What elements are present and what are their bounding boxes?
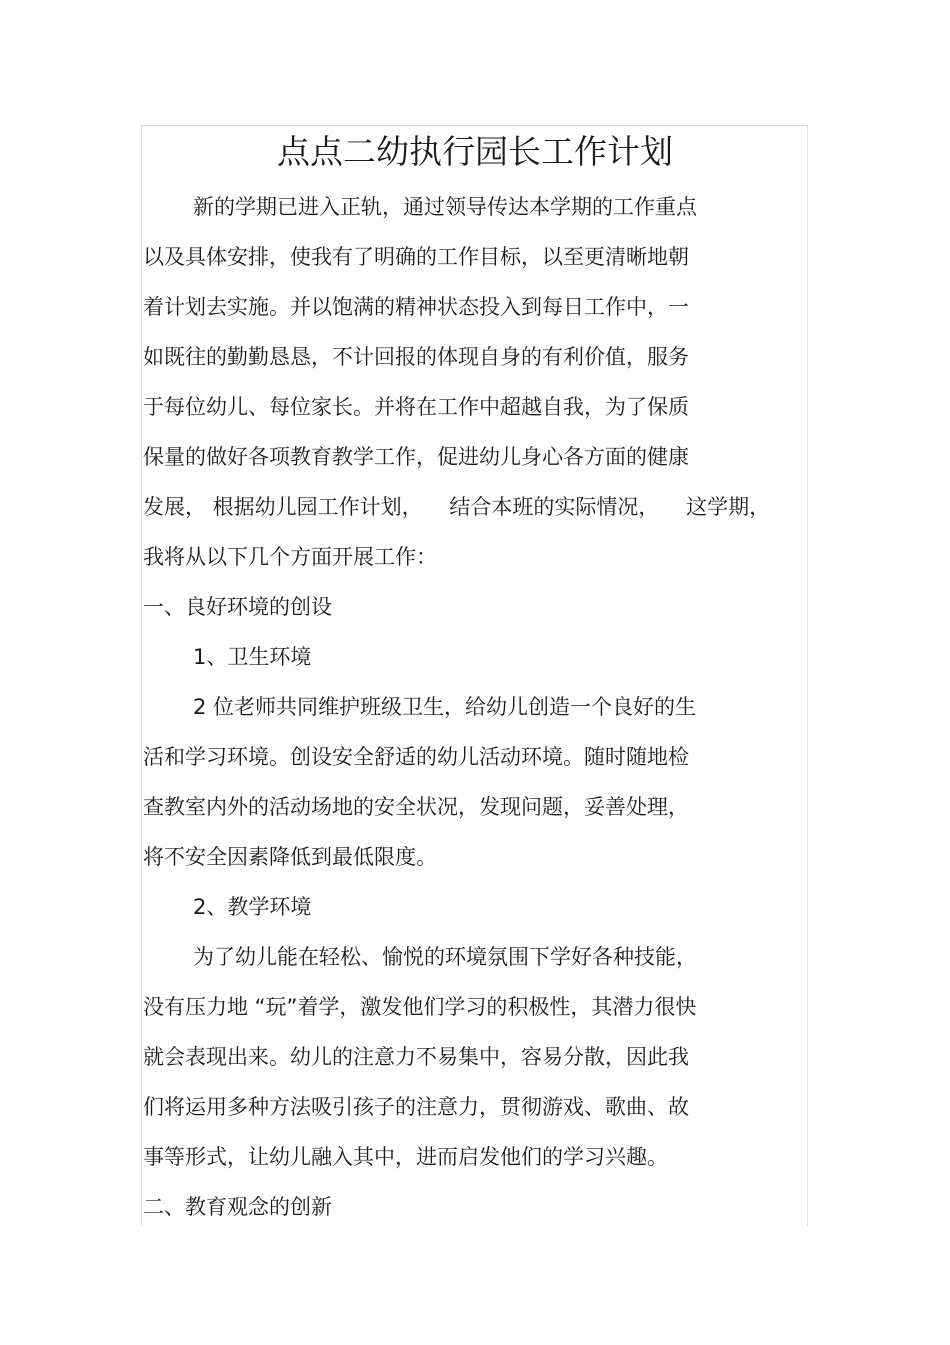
subsection-heading: 2、教学环境 [193, 895, 312, 919]
paragraph-line: 活和学习环境。创设安全舒适的幼儿活动环境。随时随地检 [143, 745, 689, 769]
paragraph-line: 于每位幼儿、每位家长。并将在工作中超越自我，为了保质 [143, 395, 689, 419]
paragraph-line: 我将从以下几个方面开展工作： [143, 545, 437, 569]
paragraph-line: 新的学期已进入正轨，通过领导传达本学期的工作重点 [193, 195, 697, 219]
section-heading: 一、良好环境的创设 [143, 595, 332, 619]
paragraph-line: 就会表现出来。幼儿的注意力不易集中，容易分散，因此我 [143, 1045, 689, 1069]
paragraph-line: 查教室内外的活动场地的安全状况，发现问题，妥善处理， [143, 795, 689, 819]
paragraph-line: 2 位老师共同维护班级卫生，给幼儿创造一个良好的生 [193, 695, 697, 719]
paragraph-line: 保量的做好各项教育教学工作，促进幼儿身心各方面的健康 [143, 445, 689, 469]
paragraph-line: 们将运用多种方法吸引孩子的注意力，贯彻游戏、歌曲、故 [143, 1095, 689, 1119]
paragraph-line: 事等形式，让幼儿融入其中，进而启发他们的学习兴趣。 [143, 1145, 668, 1169]
paragraph-line: 着计划去实施。并以饱满的精神状态投入到每日工作中，一 [143, 295, 689, 319]
paragraph-line: 没有压力地 “玩”着学，激发他们学习的积极性，其潜力很快 [143, 995, 697, 1019]
paragraph-line: 以及具体安排，使我有了明确的工作目标，以至更清晰地朝 [143, 245, 689, 269]
paragraph-line: 将不安全因素降低到最低限度。 [143, 845, 437, 869]
paragraph-line: 如既往的勤勤恳恳，不计回报的体现自身的有利价值，服务 [143, 345, 689, 369]
subsection-heading: 1、卫生环境 [193, 645, 312, 669]
section-heading: 二、教育观念的创新 [143, 1195, 332, 1219]
paragraph-line: 为了幼儿能在轻松、愉悦的环境氛围下学好各种技能， [193, 945, 697, 969]
paragraph-line: 发展， 根据幼儿园工作计划， 结合本班的实际情况， 这学期， [143, 495, 771, 519]
document-title: 点点二幼执行园长工作计划 [277, 132, 673, 171]
